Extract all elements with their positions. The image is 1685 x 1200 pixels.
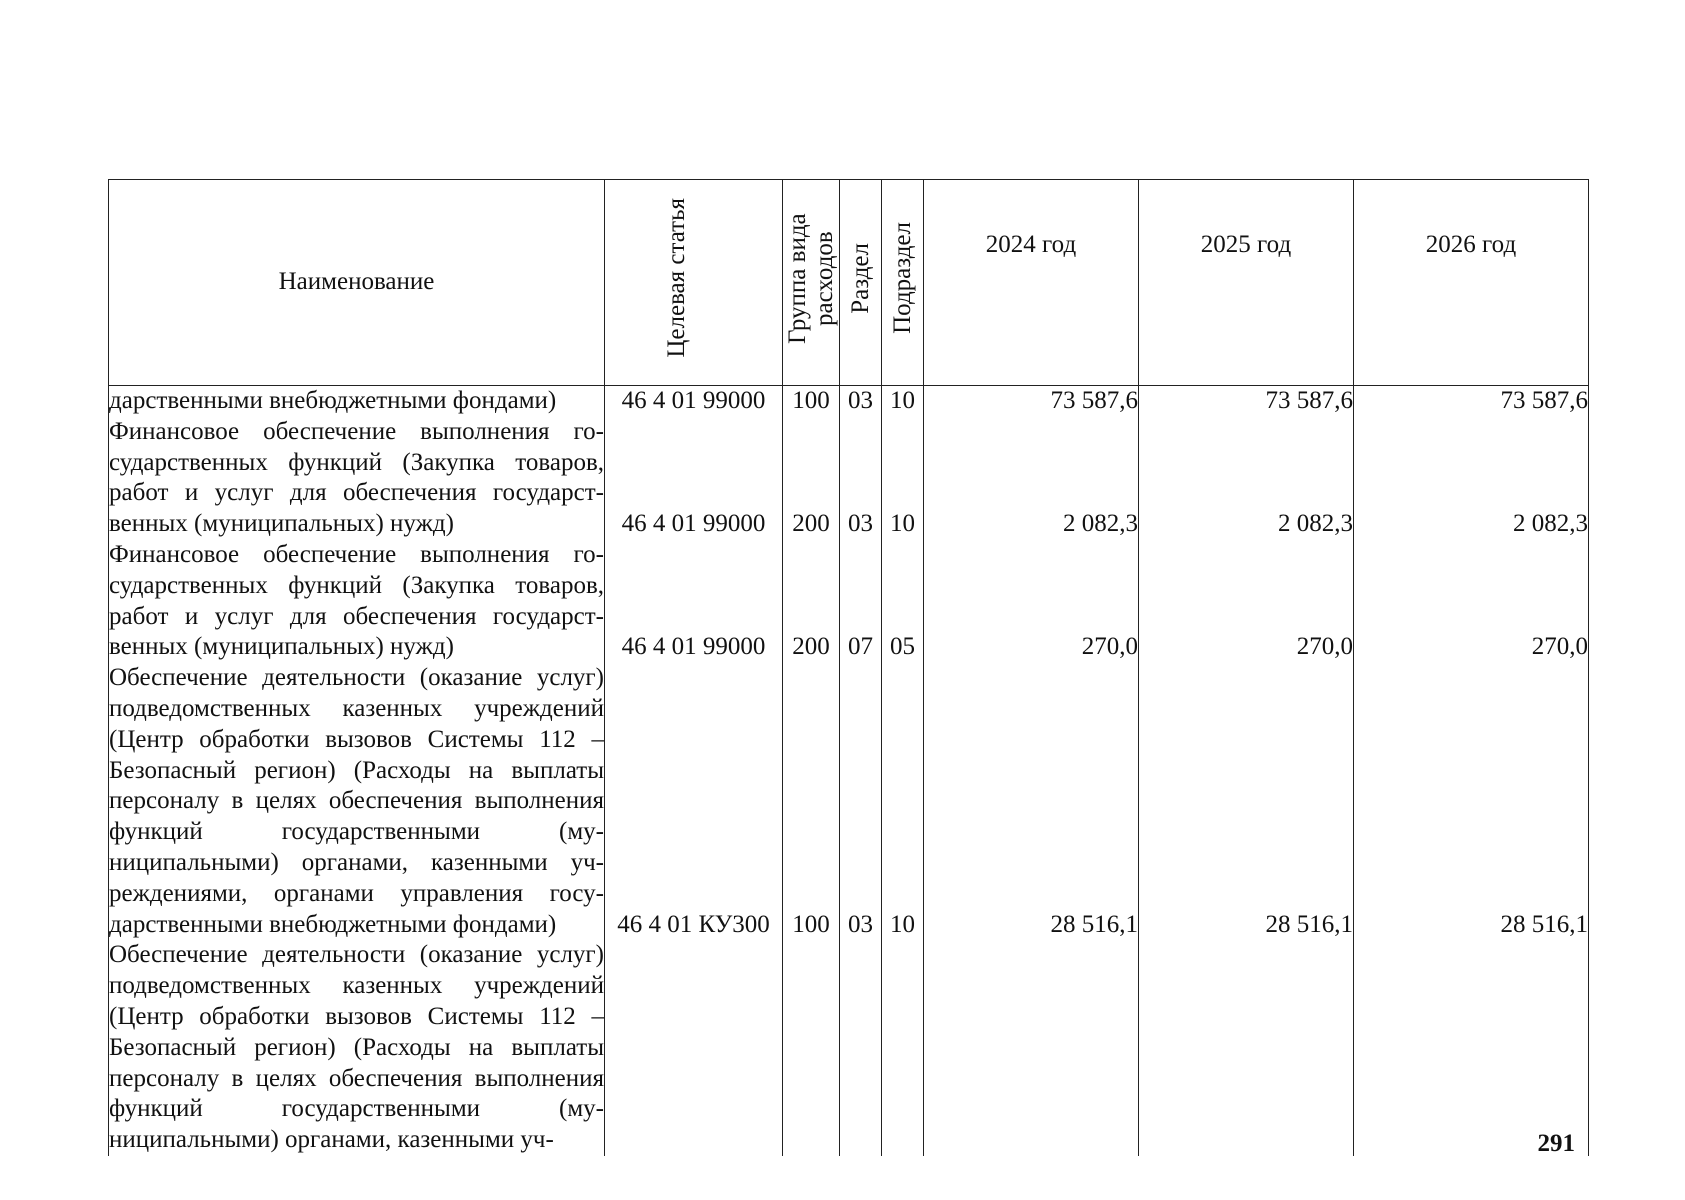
- row-group-empty: [783, 940, 840, 1156]
- row-section: 03: [840, 417, 882, 540]
- row-section-empty: [840, 940, 882, 1156]
- header-name: Наименование: [109, 180, 605, 386]
- header-2024: 2024 год: [924, 180, 1139, 386]
- row-code: 46 4 01 99000: [605, 540, 783, 663]
- table-row: [109, 417, 1589, 540]
- row-code-empty: [605, 940, 783, 1156]
- row-name: дарственными внебюджетными фондами): [109, 386, 605, 417]
- row-2024: 73 587,6: [924, 386, 1139, 417]
- header-2025: 2025 год: [1139, 180, 1354, 386]
- row-2025: 73 587,6: [1139, 386, 1354, 417]
- row-2025-empty: [1139, 940, 1354, 1156]
- row-2026: 2 082,3: [1354, 417, 1589, 540]
- row-2025: 270,0: [1139, 540, 1354, 663]
- row-code: 46 4 01 99000: [605, 386, 783, 417]
- table-header-row: [109, 180, 1589, 386]
- table-row: [109, 386, 1589, 417]
- row-subsection: 10: [882, 417, 924, 540]
- header-target: Целевая статья: [605, 180, 783, 386]
- page-number: 291: [1537, 1130, 1575, 1157]
- row-subsection: 10: [882, 386, 924, 417]
- header-section: Раздел: [840, 180, 882, 386]
- row-2026: 270,0: [1354, 540, 1589, 663]
- row-group: 100: [783, 386, 840, 417]
- row-section: 07: [840, 540, 882, 663]
- table-row-continued: [109, 940, 1589, 1156]
- row-2026: 73 587,6: [1354, 386, 1589, 417]
- row-2024: 28 516,1: [924, 663, 1139, 940]
- budget-table: [108, 179, 1589, 1156]
- header-2026: 2026 год: [1354, 180, 1589, 386]
- row-2026: 28 516,1: [1354, 663, 1589, 940]
- row-group: 100: [783, 663, 840, 940]
- row-2024-empty: [924, 940, 1139, 1156]
- row-section: 03: [840, 386, 882, 417]
- row-2026-empty: [1354, 940, 1589, 1156]
- row-2024: 2 082,3: [924, 417, 1139, 540]
- row-code: 46 4 01 99000: [605, 417, 783, 540]
- row-name: Финансовое обеспечение выполнения государственных функций (Закупка товаров, работ и услуг для обеспечения государственных (муниципальных) нужд): [109, 540, 605, 663]
- row-section: 03: [840, 663, 882, 940]
- table-row: [109, 663, 1589, 940]
- table-row: [109, 540, 1589, 663]
- row-group: 200: [783, 540, 840, 663]
- row-code: 46 4 01 КУ300: [605, 663, 783, 940]
- row-name: Финансовое обеспечение выполнения государственных функций (Закупка товаров, работ и услуг для обеспечения государственных (муниципальных) нужд): [109, 417, 605, 540]
- row-subsection: 10: [882, 663, 924, 940]
- row-2025: 2 082,3: [1139, 417, 1354, 540]
- header-group: Группа вида расходов: [783, 180, 840, 386]
- row-subsection-empty: [882, 940, 924, 1156]
- row-2025: 28 516,1: [1139, 663, 1354, 940]
- row-subsection: 05: [882, 540, 924, 663]
- row-2024: 270,0: [924, 540, 1139, 663]
- row-name: Обеспечение деятельности (оказание услуг) подведомственных казенных учреждений (Центр обработки вызовов Системы 112 – Безопасный регион) (Расходы на выплаты персоналу в целях обеспечения выполнения функций государственными (муниципальными) органами, казенными учреждениями, органами управления государственными внебюджетными фондами): [109, 663, 605, 940]
- header-subsection: Подраздел: [882, 180, 924, 386]
- row-name: Обеспечение деятельности (оказание услуг) подведомственных казенных учреждений (Центр обработки вызовов Системы 112 – Безопасный регион) (Расходы на выплаты персоналу в целях обеспечения выполнения функций государственными (муниципальными) органами, казенными уч-: [109, 940, 605, 1156]
- row-group: 200: [783, 417, 840, 540]
